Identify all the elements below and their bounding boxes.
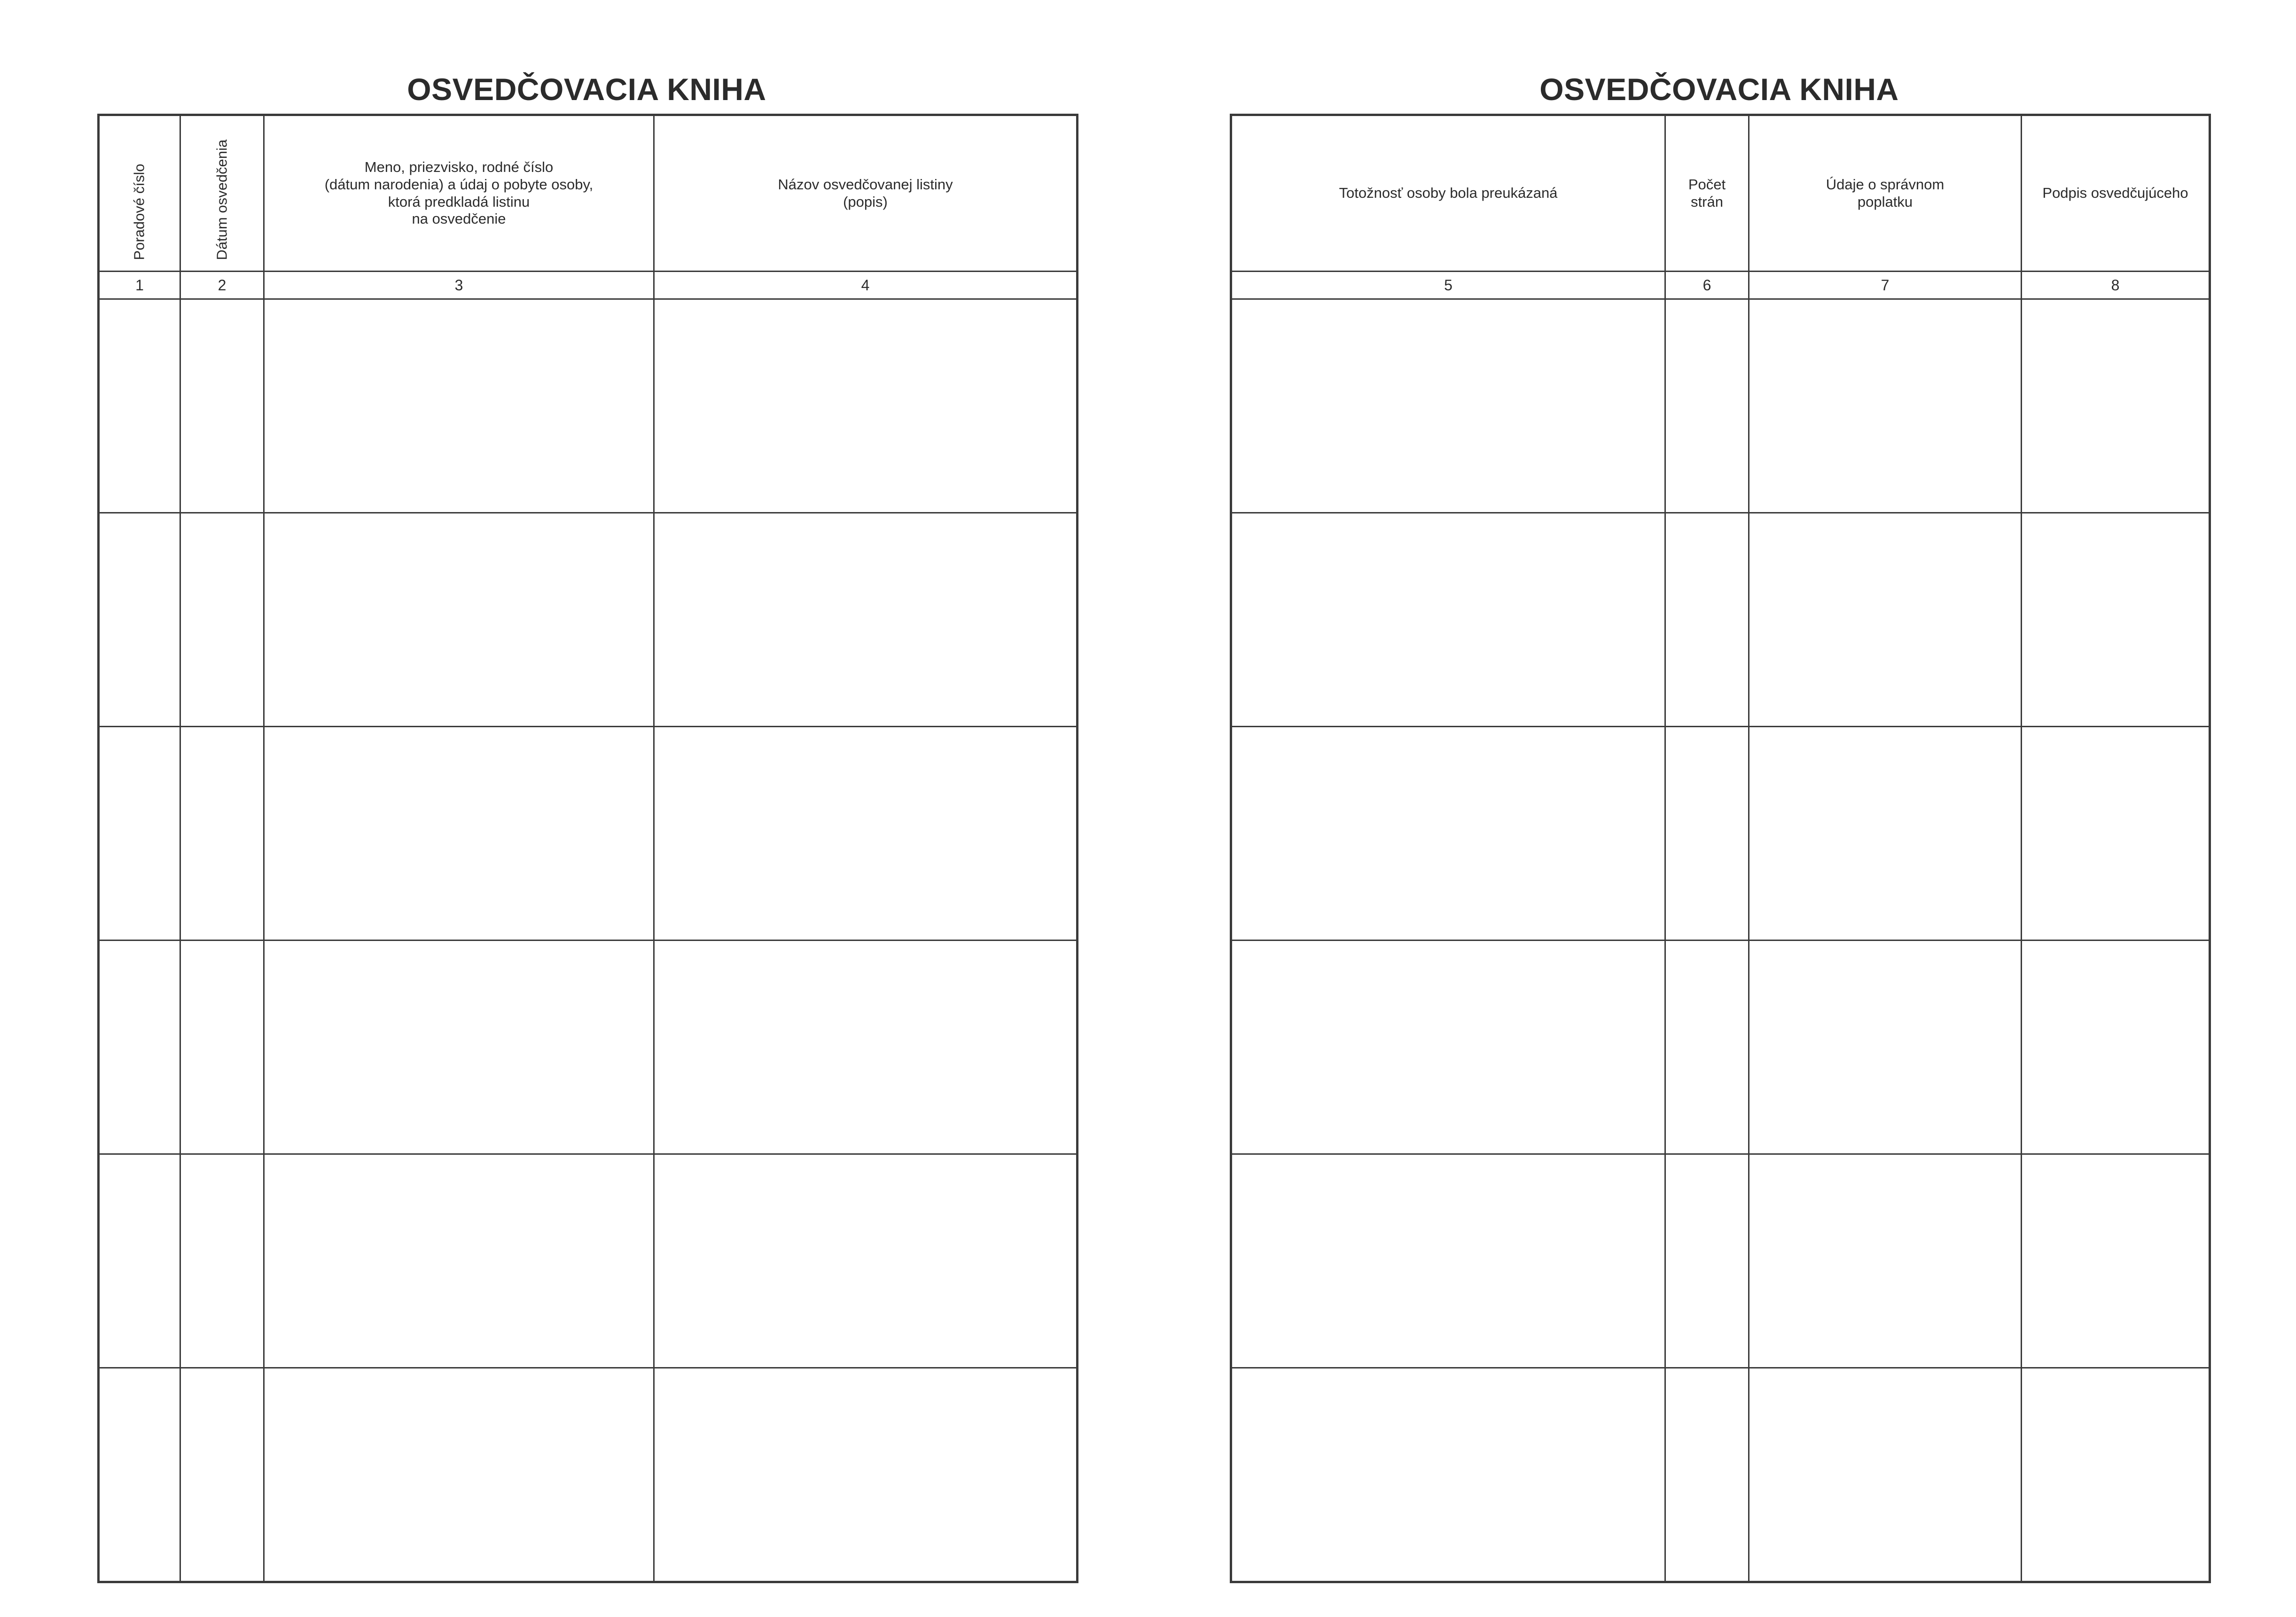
entry-row xyxy=(1231,299,2210,513)
entry-cell[interactable] xyxy=(1231,1368,1665,1582)
entry-cell[interactable] xyxy=(1231,299,1665,513)
entry-row xyxy=(99,727,1078,941)
entry-cell[interactable] xyxy=(654,727,1078,941)
column-header-serial-number: Poradové číslo xyxy=(99,115,180,272)
entry-cell[interactable] xyxy=(264,1368,654,1582)
entry-cell[interactable] xyxy=(180,299,264,513)
right-register-table xyxy=(1230,114,2211,1583)
entry-cell[interactable] xyxy=(264,727,654,941)
entry-cell[interactable] xyxy=(1231,727,1665,941)
entry-cell[interactable] xyxy=(1749,727,2022,941)
entry-cell[interactable] xyxy=(264,513,654,727)
entry-cell[interactable] xyxy=(264,1154,654,1368)
entry-cell[interactable] xyxy=(1749,513,2022,727)
entry-row xyxy=(99,1368,1078,1582)
entry-row xyxy=(99,941,1078,1154)
column-number: 6 xyxy=(1665,272,1749,299)
entry-cell[interactable] xyxy=(2022,727,2210,941)
entry-cell[interactable] xyxy=(2022,299,2210,513)
entry-cell[interactable] xyxy=(1749,1154,2022,1368)
entry-row xyxy=(1231,727,2210,941)
entry-cell[interactable] xyxy=(654,941,1078,1154)
entry-cell[interactable] xyxy=(1231,1154,1665,1368)
entry-cell[interactable] xyxy=(264,299,654,513)
entry-cell[interactable] xyxy=(99,727,180,941)
column-header-certification-date: Dátum osvedčenia xyxy=(180,115,264,272)
entry-row xyxy=(1231,1368,2210,1582)
entry-cell[interactable] xyxy=(654,513,1078,727)
entry-cell[interactable] xyxy=(1665,513,1749,727)
left-page-title: OSVEDČOVACIA KNIHA xyxy=(407,72,766,107)
entry-cell[interactable] xyxy=(99,299,180,513)
column-number: 3 xyxy=(264,272,654,299)
entry-row xyxy=(99,299,1078,513)
right-page-title: OSVEDČOVACIA KNIHA xyxy=(1539,72,1899,107)
column-number: 8 xyxy=(2022,272,2210,299)
entry-row xyxy=(1231,1154,2210,1368)
column-header-document-name: Názov osvedčovanej listiny (popis) xyxy=(654,115,1078,272)
entry-cell[interactable] xyxy=(264,941,654,1154)
entry-cell[interactable] xyxy=(2022,941,2210,1154)
entry-cell[interactable] xyxy=(1665,1154,1749,1368)
entry-cell[interactable] xyxy=(1665,1368,1749,1582)
entry-cell[interactable] xyxy=(99,941,180,1154)
entry-cell[interactable] xyxy=(654,1154,1078,1368)
entry-cell[interactable] xyxy=(1665,941,1749,1154)
column-number: 1 xyxy=(99,272,180,299)
entry-cell[interactable] xyxy=(1665,727,1749,941)
column-header-person-details: Meno, priezvisko, rodné číslo (dátum narodenia) a údaj o pobyte osoby, ktorá predkladá listinu na osvedčenie xyxy=(264,115,654,272)
entry-cell[interactable] xyxy=(99,1154,180,1368)
entry-cell[interactable] xyxy=(1749,941,2022,1154)
entry-cell[interactable] xyxy=(654,299,1078,513)
left-header-row xyxy=(99,115,1078,272)
column-header-page-count: Počet strán xyxy=(1665,115,1749,272)
entry-cell[interactable] xyxy=(2022,1368,2210,1582)
entry-row xyxy=(99,1154,1078,1368)
left-register-table xyxy=(97,114,1078,1583)
right-column-number-row xyxy=(1231,272,2210,299)
left-column-number-row xyxy=(99,272,1078,299)
right-header-row xyxy=(1231,115,2210,272)
entry-cell[interactable] xyxy=(99,1368,180,1582)
entry-cell[interactable] xyxy=(99,513,180,727)
entry-cell[interactable] xyxy=(180,727,264,941)
entry-cell[interactable] xyxy=(1749,299,2022,513)
right-page xyxy=(1148,0,2296,1617)
column-number: 5 xyxy=(1231,272,1665,299)
column-number: 4 xyxy=(654,272,1078,299)
column-number: 7 xyxy=(1749,272,2022,299)
column-header-identity-verified: Totožnosť osoby bola preukázaná xyxy=(1231,115,1665,272)
entry-cell[interactable] xyxy=(1231,513,1665,727)
entry-cell[interactable] xyxy=(180,1154,264,1368)
column-header-signature: Podpis osvedčujúceho xyxy=(2022,115,2210,272)
entry-cell[interactable] xyxy=(1231,941,1665,1154)
entry-row xyxy=(99,513,1078,727)
entry-cell[interactable] xyxy=(2022,513,2210,727)
entry-cell[interactable] xyxy=(654,1368,1078,1582)
entry-cell[interactable] xyxy=(2022,1154,2210,1368)
entry-cell[interactable] xyxy=(1665,299,1749,513)
entry-cell[interactable] xyxy=(1749,1368,2022,1582)
entry-row xyxy=(1231,513,2210,727)
column-header-fee-details: Údaje o správnom poplatku xyxy=(1749,115,2022,272)
entry-cell[interactable] xyxy=(180,941,264,1154)
column-number: 2 xyxy=(180,272,264,299)
entry-cell[interactable] xyxy=(180,1368,264,1582)
entry-row xyxy=(1231,941,2210,1154)
entry-cell[interactable] xyxy=(180,513,264,727)
